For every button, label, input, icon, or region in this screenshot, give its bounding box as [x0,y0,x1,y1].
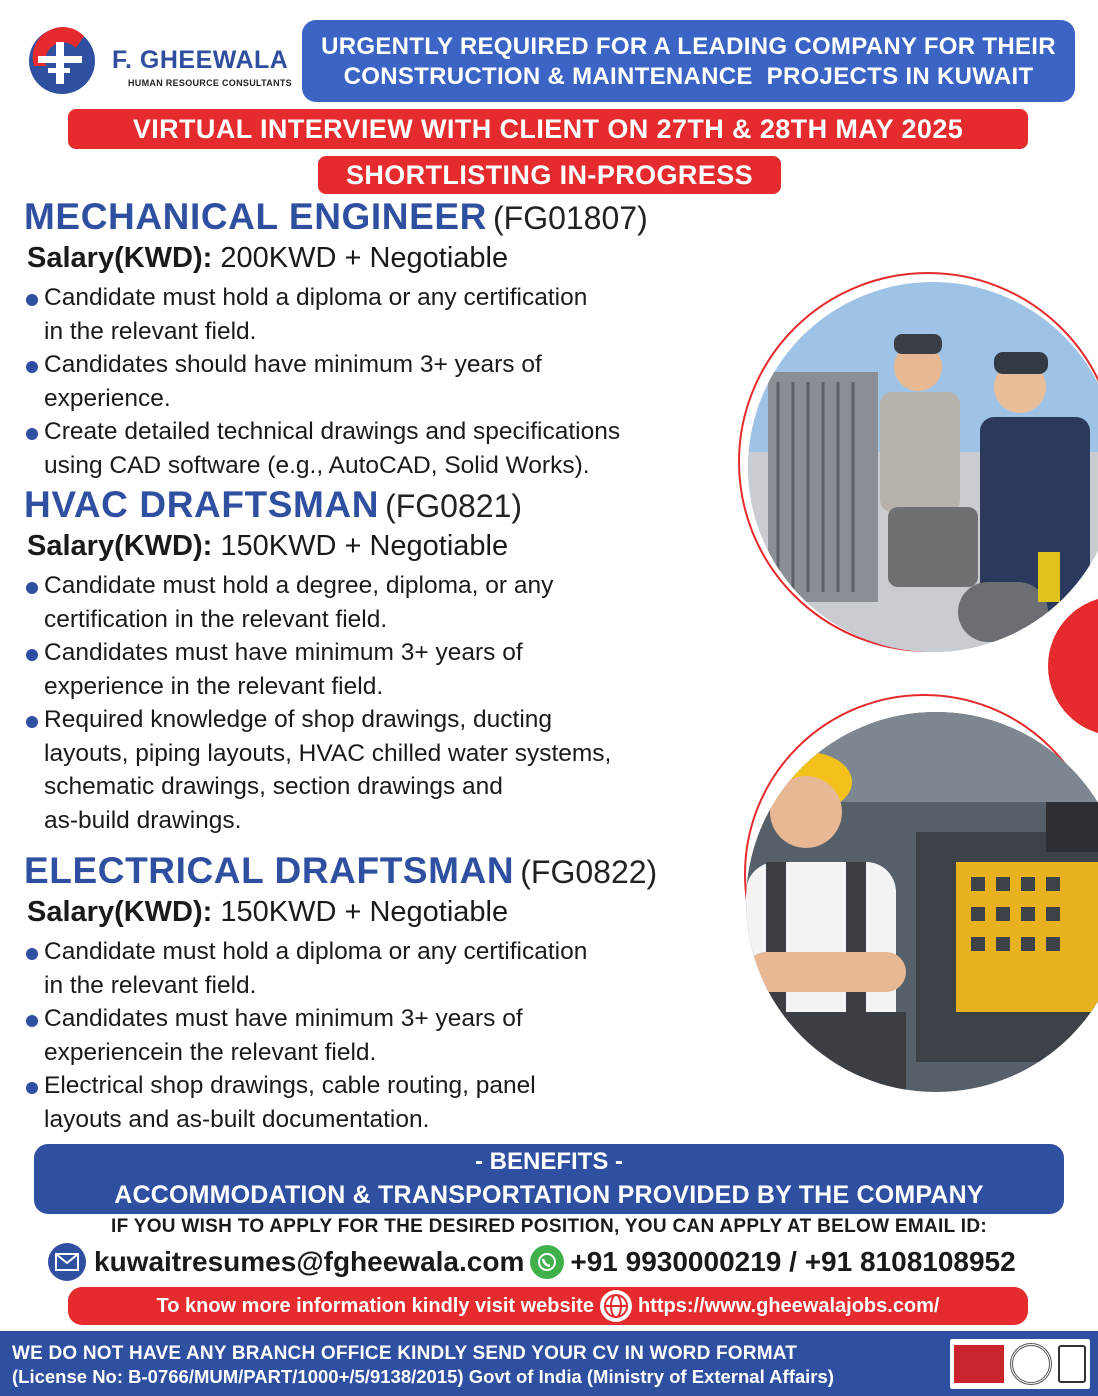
benefits-banner [34,1144,1064,1214]
job-mechanical-engineer [24,196,648,482]
apply-instruction: IF YOU WISH TO APPLY FOR THE DESIRED POSITION, YOU CAN APPLY AT BELOW EMAIL ID: [111,1216,987,1237]
salary-value: 200KWD + Negotiable [212,242,509,274]
website-banner [68,1287,1028,1325]
job-code: (FG0821) [385,488,523,524]
salary-label: Salary(KWD): [27,530,213,562]
job-title: HVAC DRAFTSMAN [24,484,380,525]
technicians-illustration [748,282,1098,652]
logo-subtitle: HUMAN RESOURCE CONSULTANTS [128,78,292,88]
phone-numbers[interactable]: +91 9930000219 / +91 8108108952 [570,1246,1016,1277]
job-title: MECHANICAL ENGINEER [24,196,487,237]
banner-line-1: URGENTLY REQUIRED FOR A LEADING COMPANY FOR THEIR [321,33,1056,60]
shortlisting-status-badge: SHORTLISTING IN-PROGRESS [318,156,781,194]
banner-line-2: CONSTRUCTION & MAINTENANCE PROJECTS IN KUWAIT [343,63,1034,90]
logo-name: F. GHEEWALA [112,46,289,74]
list-item: Candidates should have minimum 3+ years of experience. [24,348,648,415]
email-icon [48,1243,86,1281]
website-link[interactable]: https://www.gheewalajobs.com/ [637,1294,940,1317]
globe-icon [600,1290,632,1322]
urgent-requirement-banner [302,20,1075,102]
email-link[interactable]: kuwaitresumes@fgheewala.com [94,1246,525,1277]
requirements-list [24,569,611,837]
list-item: Create detailed technical drawings and specifications using CAD software (e.g., AutoCAD, Solid Works). [24,415,648,482]
requirements-list [24,281,648,482]
salary [27,896,657,929]
footer [0,1331,1098,1396]
job-code: (FG01807) [492,200,648,236]
worker-illustration [746,712,1098,1092]
list-item: Candidate must hold a degree, diploma, or any certification in the relevant field. [24,569,611,636]
bureau-veritas-badge [954,1345,1004,1383]
benefits-heading: - BENEFITS - [475,1148,623,1175]
job-title: ELECTRICAL DRAFTSMAN [24,850,515,891]
footer-notice: WE DO NOT HAVE ANY BRANCH OFFICE KINDLY SEND YOUR CV IN WORD FORMAT [12,1343,798,1364]
job-heading [24,196,648,238]
list-item: Candidates must have minimum 3+ years of experience in the relevant field. [24,636,611,703]
interview-date-banner: VIRTUAL INTERVIEW WITH CLIENT ON 27TH & 28TH MAY 2025 [68,109,1028,149]
decorative-red-circle [1048,596,1098,736]
list-item: Candidates must have minimum 3+ years of experiencein the relevant field. [24,1002,657,1069]
list-item: Candidate must hold a diploma or any certification in the relevant field. [24,935,657,1002]
worker-photo [746,712,1098,1092]
salary-value: 150KWD + Negotiable [212,530,509,562]
whatsapp-icon [530,1245,564,1279]
company-logo [24,26,294,96]
salary [27,530,611,563]
salary-label: Salary(KWD): [27,896,213,928]
list-item: Required knowledge of shop drawings, ducting layouts, piping layouts, HVAC chilled water systems, schematic drawings, section drawings and as-build drawings. [24,703,611,837]
job-code: (FG0822) [520,854,658,890]
website-prompt: To know more information kindly visit website [156,1294,594,1317]
job-heading [24,850,657,892]
logo-icon [24,26,104,96]
technicians-photo [748,282,1098,652]
certification-seal [1010,1343,1052,1385]
footer-license: (License No: B-0766/MUM/PART/1000+/5/9138/2015) Govt of India (Ministry of External Affairs) [12,1366,834,1387]
benefits-text: ACCOMMODATION & TRANSPORTATION PROVIDED BY THE COMPANY [114,1181,984,1209]
salary [27,242,648,275]
list-item: Electrical shop drawings, cable routing, panel layouts and as-built documentation. [24,1069,657,1136]
ukas-badge [1058,1345,1086,1383]
certification-badges [950,1339,1090,1389]
salary-value: 150KWD + Negotiable [212,896,509,928]
salary-label: Salary(KWD): [27,242,213,274]
job-electrical-draftsman [24,850,657,1136]
job-hvac-draftsman [24,484,611,837]
job-heading [24,484,611,526]
contact-row [48,1242,1016,1282]
requirements-list [24,935,657,1136]
list-item: Candidate must hold a diploma or any certification in the relevant field. [24,281,648,348]
